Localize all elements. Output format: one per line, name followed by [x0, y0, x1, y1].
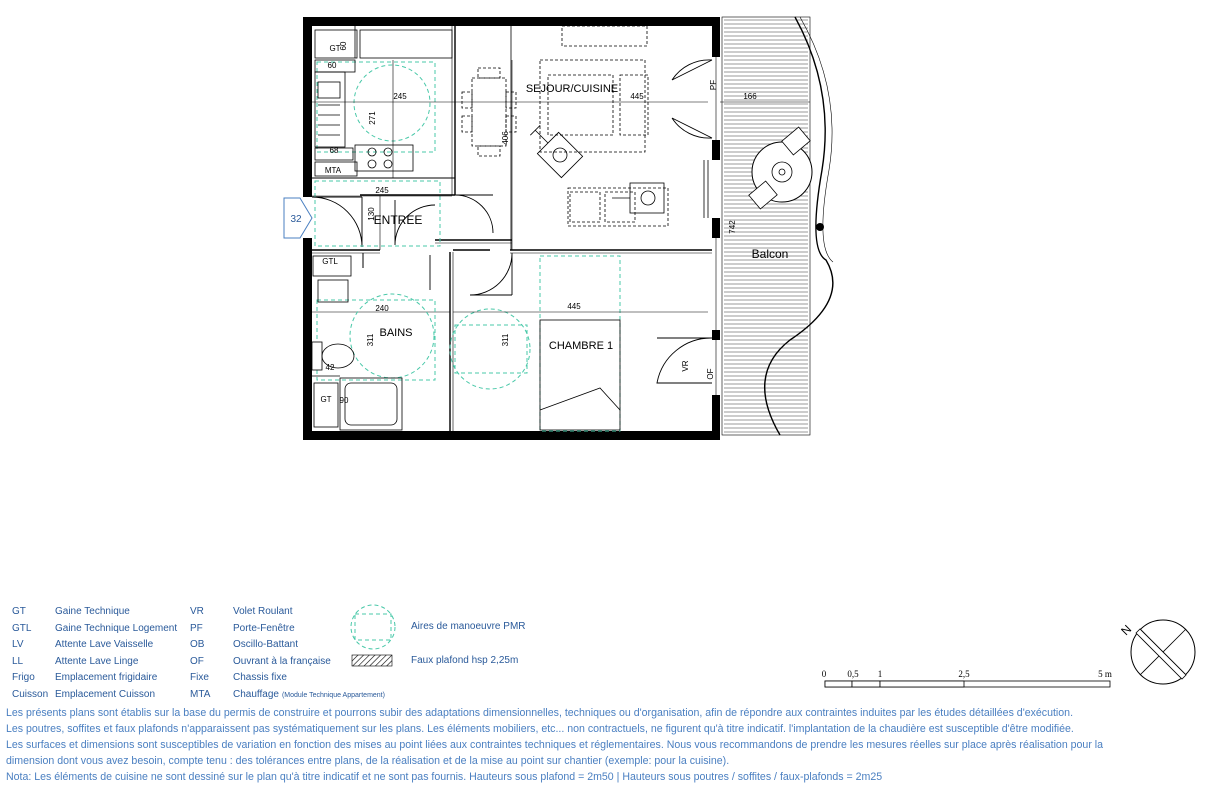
- legend-description: Emplacement Cuisson: [55, 688, 156, 700]
- scale-tick: 1: [877, 669, 883, 679]
- legend-code: VR: [190, 606, 204, 617]
- dim-label: 68: [329, 146, 339, 155]
- legend-subnote: (Module Technique Appartement): [281, 691, 385, 699]
- dim-label: 90: [339, 396, 349, 405]
- legend-description: [233, 606, 293, 617]
- note-line: dimension dont vous avez besoin, compte tenu : des tolérances entre plans, de la réalisation et de la mise au point sur chantier (exemple: pour la cuisine).: [6, 755, 730, 767]
- note-line: Les surfaces et dimensions sont susceptibles de variation en fonction des mises au point liées aux contraintes techniques et réglementaires. Nous vous recommandons de prendre les mesures réelles sur place après réalisation pour la: [6, 739, 1104, 751]
- legend-description: Attente Lave Linge: [55, 655, 139, 667]
- scale-tick: 0,5: [847, 669, 859, 679]
- legend-code: PF: [190, 622, 203, 634]
- dim-label: 271: [368, 111, 377, 125]
- legend-description-text: Chauffage: [233, 688, 279, 700]
- note-line: Les poutres, soffites et faux plafonds n'apparaissent pas systématiquement sur les plans. Les éléments mobiliers, etc... non contractuels, ne figurent qu'à titre indicatif. l'implantation de la chaudière est susceptible d'être modifiée.: [6, 723, 1074, 735]
- legend-description: [233, 639, 298, 650]
- legend-code: LL: [12, 655, 24, 667]
- legend-description: Gaine Technique Logement: [55, 622, 178, 634]
- legend-code: Frigo: [12, 672, 35, 683]
- legend-description: Attente Lave Vaisselle: [55, 639, 154, 650]
- legend-code: MTA: [190, 688, 211, 700]
- room-label-entree: ENTREE: [373, 213, 423, 227]
- dim-label: 445: [630, 92, 644, 101]
- legend-description-text: Porte-Fenêtre: [233, 622, 295, 634]
- entrance-number: 32: [290, 214, 302, 225]
- legend-description: [233, 656, 331, 667]
- dim-label: 42: [325, 363, 335, 372]
- legend-description: Gaine Technique: [55, 606, 130, 617]
- dim-label: 245: [375, 186, 389, 195]
- legend-description-text: Oscillo-Battant: [233, 639, 299, 650]
- legend-code: OB: [190, 639, 205, 650]
- dim-label: 60: [327, 61, 337, 70]
- tag-of: OF: [706, 368, 715, 380]
- compass-north: N: [1118, 622, 1135, 639]
- room-label-sejour: SEJOUR/CUISINE: [525, 83, 619, 95]
- dim-label: 445: [567, 302, 581, 311]
- legend-description-text: Ouvrant à la française: [233, 655, 331, 667]
- tag-gtl: GTL: [322, 257, 338, 266]
- legend-description: Emplacement frigidaire: [55, 672, 158, 683]
- dim-label: 245: [393, 92, 407, 101]
- dim-label: 240: [375, 304, 389, 313]
- legend-description-text: Volet Roulant: [233, 606, 293, 617]
- scale-tick: 2,5: [958, 669, 970, 679]
- tag-gt: GT: [329, 44, 341, 53]
- legend-pmr-label: Aires de manoeuvre PMR: [411, 621, 526, 632]
- legend-description: [233, 672, 287, 683]
- legend-description-text: Chassis fixe: [233, 672, 287, 683]
- legend-description: [233, 689, 385, 700]
- scale-tick: 0: [821, 669, 827, 679]
- tag-mta: MTA: [324, 166, 342, 175]
- legend-code: LV: [12, 639, 24, 650]
- room-label-chambre: CHAMBRE 1: [548, 340, 614, 352]
- room-label-balcon: Balcon: [751, 247, 789, 261]
- note-line: Les présents plans sont établis sur la base du permis de construire et pourrons subir des adaptations dimensionnelles, techniques ou d'organisation, afin de répondre aux contraintes induites par les études détaillées d'exécution.: [6, 707, 1074, 719]
- dim-label: 406: [501, 131, 510, 145]
- tag-vr: VR: [681, 360, 690, 372]
- dim-label: 130: [367, 207, 376, 221]
- legend-code: OF: [190, 655, 204, 667]
- legend-code: GT: [12, 606, 26, 617]
- dim-label: 166: [743, 92, 757, 101]
- note-line: Nota: Les éléments de cuisine ne sont dessiné sur le plan qu'à titre indicatif et ne sont pas fournis. Hauteurs sous plafond = 2m50 | Hauteurs sous poutres / soffites / faux-plafonds = 2m25: [6, 771, 883, 783]
- tag-gt: GT: [320, 395, 332, 404]
- disclaimer-notes: [6, 705, 1216, 785]
- legend-faux-plafond-label: Faux plafond hsp 2,25m: [411, 655, 519, 666]
- legend-description: [233, 623, 295, 634]
- dim-label: 742: [728, 220, 737, 234]
- legend-code: Cuisson: [12, 688, 49, 700]
- dim-label: 311: [501, 333, 510, 347]
- scale-tick: 5 m: [1098, 669, 1112, 679]
- tag-pf: PF: [709, 79, 718, 91]
- dim-label: 60: [339, 41, 348, 51]
- legend-code: GTL: [12, 622, 32, 634]
- room-label-bains: BAINS: [379, 327, 413, 339]
- legend-code: Fixe: [190, 672, 209, 683]
- dim-label: 311: [366, 333, 375, 347]
